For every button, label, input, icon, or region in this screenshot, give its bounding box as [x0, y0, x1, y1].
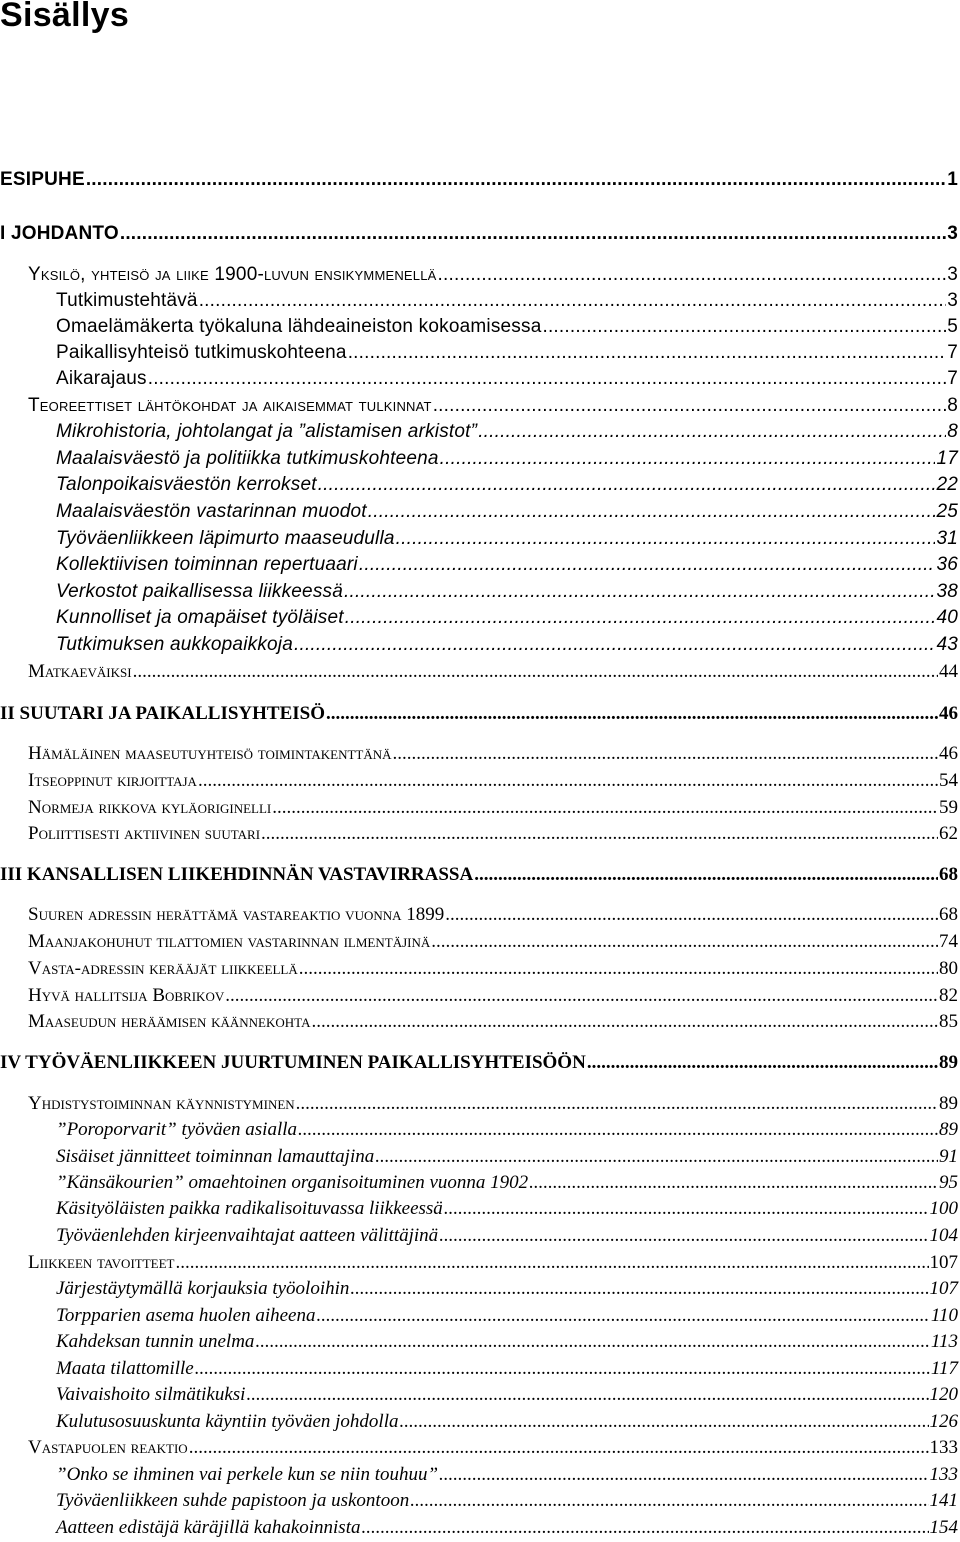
toc-leader: [431, 930, 938, 954]
toc-entry[interactable]: [56, 580, 958, 604]
toc-entry[interactable]: [56, 447, 958, 471]
toc-entry[interactable]: [56, 341, 958, 365]
toc-entry-page: 82: [939, 985, 958, 1006]
toc-entry[interactable]: [0, 1051, 958, 1075]
toc-entry[interactable]: [28, 796, 958, 820]
toc-entry-label: Hyvä hallitsija Bobrikov: [28, 985, 225, 1006]
toc-entry-label: Kollektiivisen toiminnan repertuaari: [56, 554, 358, 575]
toc-entry-page: 141: [929, 1490, 958, 1511]
toc-entry[interactable]: [28, 822, 958, 846]
toc-entry-label: Poliittisesti aktiivinen suutari: [28, 823, 261, 844]
toc-entry-page: 107: [929, 1278, 958, 1299]
toc-leader: [393, 742, 938, 766]
toc-entry-label: Talonpoikaisväestön kerrokset: [56, 474, 317, 495]
toc-entry[interactable]: [56, 633, 958, 657]
toc-entry-page: 107: [929, 1252, 958, 1273]
toc-entry-page: 40: [936, 607, 958, 628]
toc-entry-page: 3: [947, 223, 958, 244]
toc-entry[interactable]: [56, 1383, 958, 1407]
toc-entry[interactable]: [28, 1010, 958, 1034]
toc-leader: [120, 222, 946, 246]
toc-entry-page: 25: [936, 501, 958, 522]
toc-entry-label: Työväenliikkeen läpimurto maaseudulla: [56, 528, 395, 549]
toc-entry-page: 85: [939, 1011, 958, 1032]
toc-entry-label: Mikrohistoria, johtolangat ja ”alistamisen arkistot”: [56, 421, 478, 442]
toc-entry[interactable]: [56, 1277, 958, 1301]
toc-entry-label: Kunnolliset ja omapäiset työläiset: [56, 607, 344, 628]
toc-leader: [133, 660, 938, 684]
toc-entry-page: 113: [930, 1331, 958, 1352]
toc-entry-page: 54: [939, 770, 958, 791]
toc-leader: [396, 527, 936, 551]
toc-leader: [272, 796, 938, 820]
toc-leader: [438, 263, 947, 287]
toc-leader: [433, 394, 947, 418]
toc-entry[interactable]: [28, 903, 958, 927]
toc-leader: [348, 341, 947, 365]
toc-entry-page: 126: [929, 1411, 958, 1432]
toc-entry[interactable]: [56, 1224, 958, 1248]
toc-entry-page: 31: [936, 528, 958, 549]
toc-entry-label: Torpparien asema huolen aiheena: [56, 1305, 316, 1326]
toc-leader: [350, 1277, 928, 1301]
toc-entry[interactable]: [56, 1118, 958, 1142]
toc-entry-label: Sisäiset jännitteet toiminnan lamauttajina: [56, 1146, 375, 1167]
toc-entry[interactable]: [28, 660, 958, 684]
toc-entry-page: 110: [930, 1305, 958, 1326]
toc-entry-page: 91: [939, 1146, 958, 1167]
toc-entry[interactable]: [0, 863, 958, 887]
toc-entry-page: 46: [939, 703, 958, 724]
toc-leader: [296, 1092, 938, 1116]
toc-leader: [474, 863, 938, 887]
toc-entry-label: Työväenlehden kirjeenvaihtajat aatteen välittäjinä: [56, 1225, 439, 1246]
toc-entry[interactable]: [28, 263, 958, 287]
toc-entry[interactable]: [56, 1410, 958, 1434]
toc-entry-label: Työväenliikkeen suhde papistoon ja uskontoon: [56, 1490, 410, 1511]
toc-entry[interactable]: [56, 1463, 958, 1487]
toc-entry-label: ”Onko se ihminen vai perkele kun se niin touhuu”: [56, 1464, 439, 1485]
toc-entry[interactable]: [56, 527, 958, 551]
toc-entry-page: 3: [947, 264, 958, 285]
toc-entry-label: Kulutusosuuskunta käyntiin työväen johdolla: [56, 1411, 399, 1432]
toc-entry-label: Matkaeväiksi: [28, 661, 132, 682]
toc-entry-page: 68: [939, 904, 958, 925]
toc-entry-label: Verkostot paikallisessa liikkeessä: [56, 581, 343, 602]
toc-leader: [316, 1304, 929, 1328]
toc-entry-label: Itseoppinut kirjoittaja: [28, 770, 197, 791]
toc-entry-page: 3: [947, 290, 958, 311]
toc-entry-page: 8: [947, 395, 958, 416]
toc-entry[interactable]: [56, 1304, 958, 1328]
toc-leader: [368, 500, 936, 524]
toc-entry[interactable]: [56, 315, 958, 339]
toc-entry-page: 154: [929, 1517, 958, 1538]
toc-entry-label: Normeja rikkova kyläoriginelli: [28, 797, 272, 818]
toc-entry-page: 120: [929, 1384, 958, 1405]
toc-entry-label: Yksilö, yhteisö ja liike 1900-luvun ensikymmenellä: [28, 264, 437, 285]
toc-entry-page: 7: [947, 342, 958, 363]
toc-leader: [542, 315, 946, 339]
toc-leader: [440, 447, 936, 471]
toc-entry[interactable]: [56, 553, 958, 577]
toc-entry-label: II SUUTARI JA PAIKALLISYHTEISÖ: [0, 703, 326, 724]
toc-entry[interactable]: [56, 1330, 958, 1354]
toc-leader: [299, 957, 938, 981]
toc-entry[interactable]: [56, 1171, 958, 1195]
toc-entry[interactable]: [0, 702, 958, 726]
toc-leader: [311, 1010, 938, 1034]
toc-entry[interactable]: [56, 1197, 958, 1221]
toc-leader: [189, 1436, 929, 1460]
toc-entry-page: 17: [936, 448, 958, 469]
toc-leader: [345, 606, 936, 630]
toc-leader: [587, 1051, 938, 1075]
toc-entry[interactable]: [28, 742, 958, 766]
toc-entry[interactable]: [28, 984, 958, 1008]
toc-entry-label: Tutkimustehtävä: [56, 290, 198, 311]
toc-entry-page: 89: [939, 1093, 958, 1114]
toc-entry-label: Maanjakohuhut tilattomien vastarinnan ilmentäjinä: [28, 931, 431, 952]
toc-leader: [439, 1463, 928, 1487]
toc-entry[interactable]: [28, 769, 958, 793]
toc-entry-page: 74: [939, 931, 958, 952]
toc-leader: [255, 1330, 929, 1354]
toc-leader: [246, 1383, 928, 1407]
toc-entry[interactable]: [0, 222, 958, 246]
toc-entry-page: 38: [936, 581, 958, 602]
toc-leader: [225, 984, 938, 1008]
toc-entry-label: Tutkimuksen aukkopaikkoja: [56, 634, 293, 655]
toc-entry-label: ”Poroporvarit” työväen asialla: [56, 1119, 298, 1140]
page-title: Sisällys: [0, 0, 130, 34]
toc-entry-page: 22: [936, 474, 958, 495]
toc-entry-label: Hämäläinen maaseutuyhteisö toimintakenttänä: [28, 743, 392, 764]
toc-leader: [198, 769, 938, 793]
toc-entry-page: 1: [947, 169, 958, 190]
toc-leader: [439, 1224, 928, 1248]
toc-entry[interactable]: [56, 1489, 958, 1513]
toc-leader: [410, 1489, 928, 1513]
toc-leader: [344, 580, 935, 604]
toc-entry-page: 89: [939, 1119, 958, 1140]
toc-entry-page: 117: [930, 1358, 958, 1379]
toc-entry[interactable]: [56, 420, 958, 444]
toc-entry[interactable]: [0, 168, 958, 192]
toc-entry-page: 68: [939, 864, 958, 885]
toc-entry-page: 46: [939, 743, 958, 764]
toc-entry-page: 95: [939, 1172, 958, 1193]
toc-entry-label: Suuren adressin herättämä vastareaktio vuonna 1899: [28, 904, 445, 925]
toc-leader: [318, 473, 936, 497]
toc-entry[interactable]: [28, 1092, 958, 1116]
toc-entry[interactable]: [28, 394, 958, 418]
toc-entry-page: 100: [929, 1198, 958, 1219]
toc-entry-page: 59: [939, 797, 958, 818]
toc-leader: [445, 903, 938, 927]
toc-leader: [529, 1171, 938, 1195]
toc-entry-page: 43: [936, 634, 958, 655]
toc-entry[interactable]: [28, 930, 958, 954]
toc-leader: [361, 1516, 928, 1540]
toc-entry-page: 62: [939, 823, 958, 844]
toc-entry-label: Vaivaishoito silmätikuksi: [56, 1384, 246, 1405]
toc-entry-page: 133: [929, 1437, 958, 1458]
toc-entry-label: Vastapuolen reaktio: [28, 1437, 188, 1458]
toc-leader: [195, 1357, 930, 1381]
toc-entry-label: Maalaisväestön vastarinnan muodot: [56, 501, 367, 522]
toc-entry[interactable]: [56, 606, 958, 630]
toc-leader: [199, 289, 947, 313]
toc-leader: [175, 1251, 928, 1275]
toc-leader: [400, 1410, 929, 1434]
toc-leader: [86, 168, 946, 192]
toc-entry[interactable]: [56, 367, 958, 391]
toc-entry-label: Yhdistystoiminnan käynnistyminen: [28, 1093, 295, 1114]
toc-leader: [298, 1118, 938, 1142]
toc-entry-label: Maaseudun heräämisen käännekohta: [28, 1011, 311, 1032]
toc-entry-label: Maalaisväestö ja politiikka tutkimuskohteena: [56, 448, 439, 469]
toc-leader: [148, 367, 947, 391]
toc-entry[interactable]: [56, 500, 958, 524]
toc-entry[interactable]: [28, 1251, 958, 1275]
toc-entry-page: 44: [939, 661, 958, 682]
toc-entry-label: Aikarajaus: [56, 368, 147, 389]
toc-entry[interactable]: [56, 1516, 958, 1540]
toc-entry-label: Omaelämäkerta työkaluna lähdeaineiston kokoamisessa: [56, 316, 542, 337]
toc-entry[interactable]: [28, 1436, 958, 1460]
toc-leader: [359, 553, 936, 577]
toc-leader: [375, 1145, 938, 1169]
toc-entry-page: 8: [947, 421, 958, 442]
toc-entry-label: I JOHDANTO: [0, 223, 119, 244]
toc-entry-label: ESIPUHE: [0, 169, 85, 190]
toc-entry-label: Paikallisyhteisö tutkimuskohteena: [56, 342, 347, 363]
toc-entry-label: Käsityöläisten paikka radikalisoituvassa liikkeessä: [56, 1198, 443, 1219]
toc-entry-page: 36: [936, 554, 958, 575]
toc-leader: [478, 420, 946, 444]
toc-leader: [444, 1197, 929, 1221]
toc-entry-label: ”Känsäkourien” omaehtoinen organisoituminen vuonna 1902: [56, 1172, 529, 1193]
toc-entry-label: Aatteen edistäjä käräjillä kahakoinnista: [56, 1517, 361, 1538]
toc-entry-label: Järjestäytymällä korjauksia työoloihin: [56, 1278, 350, 1299]
toc-entry-label: Teoreettiset lähtökohdat ja aikaisemmat tulkinnat: [28, 395, 432, 416]
toc-leader: [261, 822, 938, 846]
toc-entry-label: Maata tilattomille: [56, 1358, 194, 1379]
toc-entry-page: 104: [929, 1225, 958, 1246]
toc-entry[interactable]: [56, 1357, 958, 1381]
toc-entry-label: Vasta-adressin kerääjät liikkeellä: [28, 958, 298, 979]
toc-entry[interactable]: [56, 289, 958, 313]
toc-entry-page: 7: [947, 368, 958, 389]
toc-entry-label: Liikkeen tavoitteet: [28, 1252, 175, 1273]
toc-leader: [326, 702, 938, 726]
toc-leader: [294, 633, 935, 657]
toc-entry[interactable]: [28, 957, 958, 981]
toc-entry-label: Kahdeksan tunnin unelma: [56, 1331, 255, 1352]
toc-entry-page: 5: [947, 316, 958, 337]
toc-entry-page: 133: [929, 1464, 958, 1485]
toc-entry-label: IV TYÖVÄENLIIKKEEN JUURTUMINEN PAIKALLISYHTEISÖÖN: [0, 1052, 586, 1073]
toc-entry-label: III KANSALLISEN LIIKEHDINNÄN VASTAVIRRASSA: [0, 864, 474, 885]
toc-entry[interactable]: [56, 1145, 958, 1169]
toc-entry-page: 89: [939, 1052, 958, 1073]
toc-entry[interactable]: [56, 473, 958, 497]
toc-entry-page: 80: [939, 958, 958, 979]
